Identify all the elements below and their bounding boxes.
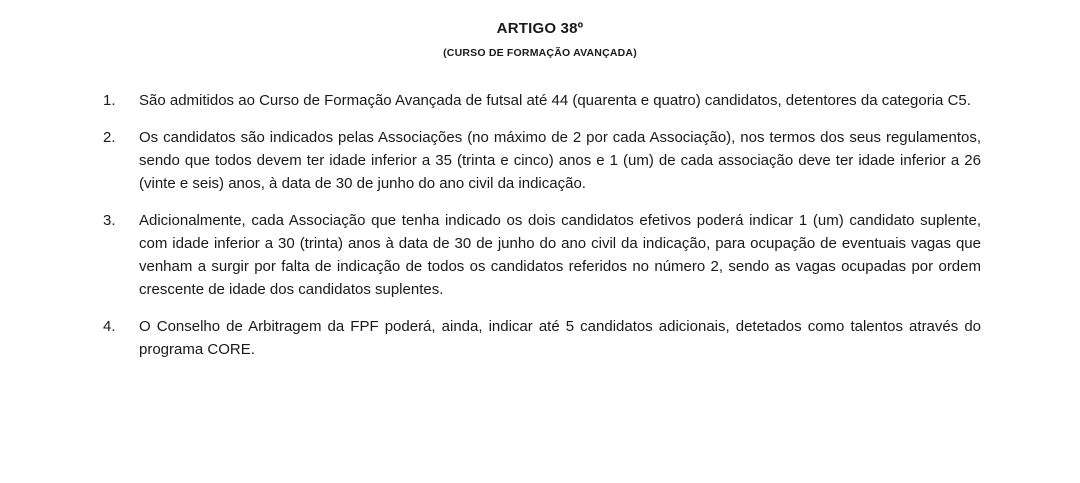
article-item-3 <box>103 209 981 301</box>
item-text: Os candidatos são indicados pelas Associações (no máximo de 2 por cada Associação), nos termos dos seus regulamentos, sendo que todos devem ter idade inferior a 35 (trinta e cinco) anos e 1 (um) de cada associação deve ter idade inferior a 26 (vinte e seis) anos, à data de 30 de junho do ano civil da indicação. <box>139 129 981 192</box>
item-number: 3. <box>103 212 116 229</box>
article-subtitle: (CURSO DE FORMAÇÃO AVANÇADA) <box>443 47 637 59</box>
item-number: 4. <box>103 318 116 335</box>
item-text: Adicionalmente, cada Associação que tenha indicado os dois candidatos efetivos poderá indicar 1 (um) candidato suplente, com idade inferior a 30 (trinta) anos à data de 30 de junho do ano civil da indicação, para ocupação de eventuais vagas que venham a surgir por falta de indicação de todos os candidatos referidos no número 2, sendo as vagas ocupadas por ordem crescente de idade dos candidatos suplentes. <box>139 212 981 298</box>
article-title: ARTIGO 38º <box>496 20 584 37</box>
article-item-2 <box>103 126 981 195</box>
item-number: 2. <box>103 129 116 146</box>
article-item-1 <box>103 89 981 112</box>
item-text: São admitidos ao Curso de Formação Avançada de futsal até 44 (quarenta e quatro) candidatos, detentores da categoria C5. <box>139 92 971 109</box>
article-item-list <box>103 89 981 375</box>
item-text: O Conselho de Arbitragem da FPF poderá, ainda, indicar até 5 candidatos adicionais, detetados como talentos através do programa CORE. <box>139 318 981 358</box>
article-item-4 <box>103 315 981 361</box>
item-number: 1. <box>103 92 116 109</box>
